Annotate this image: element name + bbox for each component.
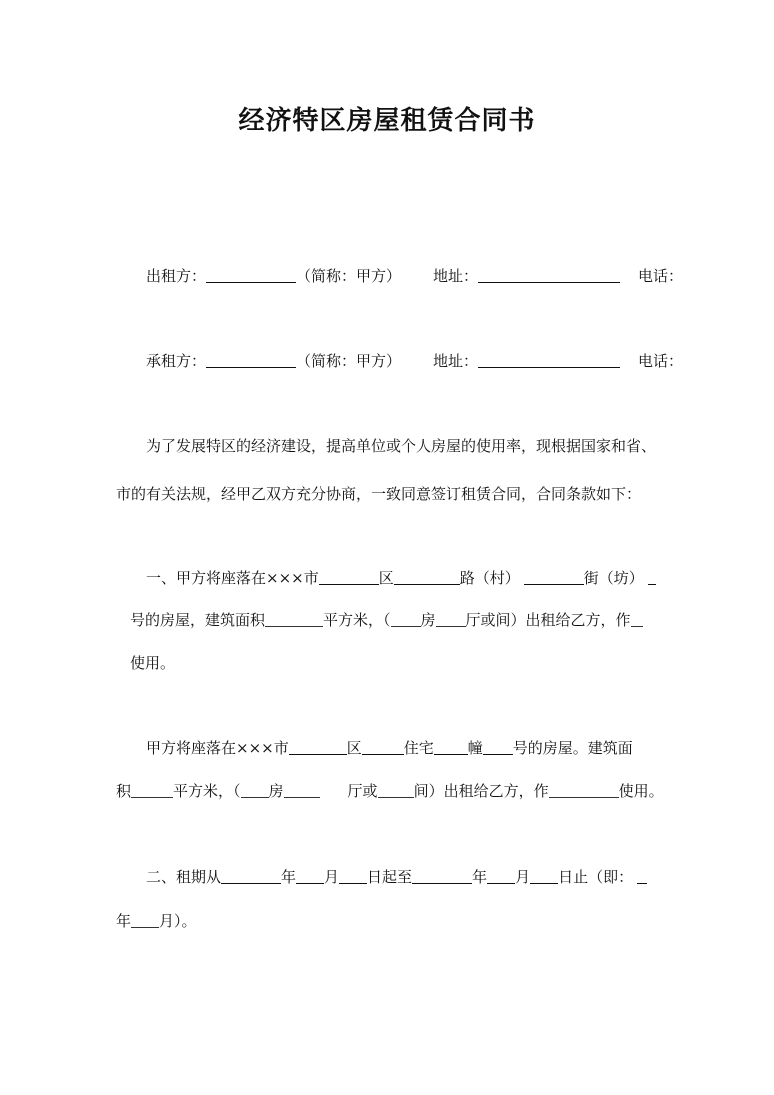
alt-rooms-blank (241, 783, 269, 798)
lessor-address-blank (478, 268, 620, 283)
alt-text-f: 积 (116, 782, 132, 800)
clause2-text-f: 月 (515, 868, 531, 886)
alt-text-k: 使用。 (618, 782, 664, 800)
street-blank (524, 570, 584, 585)
alt-use-blank (549, 783, 619, 798)
alt-text-e: 号的房屋。建筑面 (512, 739, 633, 757)
alt-text-g: 平方米，（ (173, 782, 241, 800)
clause2-text-g: 日止（即： (558, 868, 634, 886)
lessee-label: 承租方： (146, 352, 207, 370)
lessee-abbr: （简称：甲方） (296, 352, 402, 370)
clause1-text-a: 一、甲方将座落在×××市 (146, 569, 319, 587)
alt-area-blank (131, 783, 173, 798)
lessee-address-blank (478, 353, 620, 368)
use-blank (631, 612, 643, 627)
clause2-text-a: 二、租期从 (146, 868, 222, 886)
alt-text-c: 住宅 (403, 739, 434, 757)
clause1-text-e: 号的房屋，建筑面积 (130, 611, 266, 629)
district-blank (319, 570, 379, 585)
clause1-text-b: 区 (378, 569, 394, 587)
clause1-text-h: 厅或间）出租给乙方，作 (465, 611, 631, 629)
lessor-label: 出租方： (146, 267, 207, 285)
lessee-line (146, 351, 683, 371)
alt-room-blank (378, 783, 414, 798)
area-blank (265, 612, 323, 627)
road-blank (394, 570, 460, 585)
alt-halls-blank (284, 783, 320, 798)
clause1-text-g: 房 (420, 611, 436, 629)
alt-text-d: 幢 (467, 739, 483, 757)
halls-blank (436, 612, 466, 627)
alt-text-h: 房 (268, 782, 284, 800)
clause2-text-e: 年 (472, 868, 488, 886)
clause1-line-3: 使用。 (130, 654, 176, 672)
alt-text-a: 甲方将座落在×××市 (146, 739, 289, 757)
end-month-blank (487, 869, 515, 884)
lessor-phone-label: 电话： (638, 267, 684, 285)
clause2-text-d: 日起至 (367, 868, 413, 886)
end-day-blank (530, 869, 558, 884)
start-day-blank (339, 869, 367, 884)
lessee-phone-label: 电话： (638, 352, 684, 370)
intro-line-1: 为了发展特区的经济建设，提高单位或个人房屋的使用率，现根据国家和省、 (146, 437, 657, 455)
clause1-line-2 (130, 610, 643, 630)
alt-text-b: 区 (346, 739, 362, 757)
alt-text-j: 间）出租给乙方，作 (413, 782, 549, 800)
clause2-line-2 (116, 911, 197, 931)
end-year-blank (412, 869, 472, 884)
lessee-name-blank (206, 353, 296, 368)
clause2-text-c: 月 (324, 868, 340, 886)
lessor-abbr: （简称：甲方） (296, 267, 402, 285)
clause1-text-d: 街（坊） (583, 569, 644, 587)
clause1-alt-line-1 (146, 738, 633, 758)
alt-building-blank (434, 740, 468, 755)
document-title: 经济特区房屋租赁合同书 (238, 106, 536, 136)
clause2-text-i: 月）。 (159, 912, 197, 930)
alt-residence-blank (362, 740, 404, 755)
alt-district-blank (289, 740, 347, 755)
duration-month-blank (131, 913, 159, 928)
number-blank (648, 570, 656, 585)
alt-text-i: 厅或 (347, 782, 378, 800)
clause1-line-1 (146, 568, 656, 588)
start-year-blank (221, 869, 281, 884)
clause2-line-1 (146, 867, 647, 887)
clause1-text-f: 平方米，（ (323, 611, 391, 629)
lessor-line (146, 266, 683, 286)
clause2-text-h: 年 (116, 912, 132, 930)
lessor-address-label: 地址： (433, 267, 479, 285)
duration-year-blank (637, 869, 647, 884)
lessee-address-label: 地址： (433, 352, 479, 370)
clause1-text-c: 路（村） (459, 569, 520, 587)
start-month-blank (296, 869, 324, 884)
clause2-text-b: 年 (281, 868, 297, 886)
intro-line-2: 市的有关法规，经甲乙双方充分协商，一致同意签订租赁合同，合同条款如下： (116, 485, 642, 503)
clause1-alt-line-2 (116, 781, 664, 801)
alt-number-blank (483, 740, 513, 755)
rooms-blank (391, 612, 421, 627)
lessor-name-blank (206, 268, 296, 283)
